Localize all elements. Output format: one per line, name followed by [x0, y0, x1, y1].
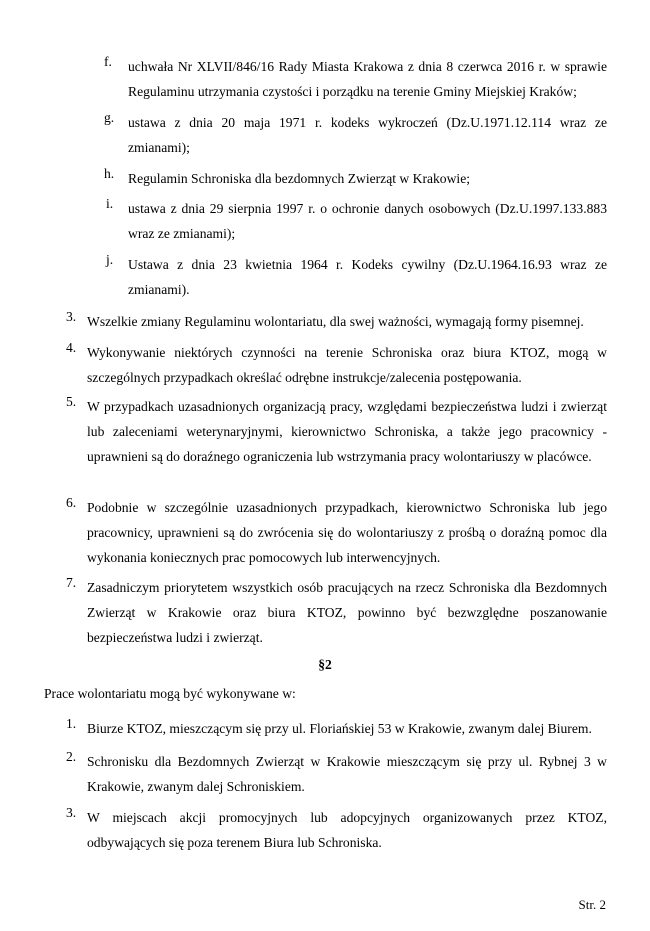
page-number: Str. 2: [578, 897, 606, 912]
sub-item-marker: g.: [104, 110, 115, 125]
sub-item-text: uchwała Nr XLVII/846/16 Rady Miasta Krakowa z dnia 8 czerwca 2016 r. w sprawie Regulaminu utrzymania czystości i porządku na terenie Gminy Miejskiej Kraków;: [128, 59, 607, 99]
list-item-text: Wszelkie zmiany Regulaminu wolontariatu, dla swej ważności, wymagają formy pisemnej.: [87, 314, 584, 329]
intro-text: Prace wolontariatu mogą być wykonywane w:: [44, 686, 296, 701]
place-item-marker: 1.: [66, 716, 77, 731]
place-item-marker: 2.: [66, 749, 77, 764]
place-item-text: Schronisku dla Bezdomnych Zwierząt w Krakowie mieszczącym się przy ul. Rybnej 3 w Krakowie, zwanym dalej Schroniskiem.: [87, 754, 607, 794]
sub-item-text: ustawa z dnia 29 sierpnia 1997 r. o ochronie danych osobowych (Dz.U.1997.133.883 wraz ze zmianami);: [128, 201, 607, 241]
list-item-text: Wykonywanie niektórych czynności na terenie Schroniska oraz biura KTOZ, mogą w szczególnych przypadkach określać odrębne instrukcje/zalecenia postępowania.: [87, 345, 607, 385]
sub-item-text: ustawa z dnia 20 maja 1971 r. kodeks wykroczeń (Dz.U.1971.12.114 wraz ze zmianami);: [128, 115, 607, 155]
list-item-text: W przypadkach uzasadnionych organizacją pracy, względami bezpieczeństwa ludzi i zwierząt lub zaleceniami weterynaryjnymi, kierownictwo Schroniska, a także jego pracownicy - uprawnieni są do doraźnego ograniczenia lub wstrzymania pracy wolontariuszy w placówce.: [87, 399, 607, 464]
list-item-marker: 7.: [66, 575, 77, 590]
sub-item-marker: h.: [104, 166, 115, 181]
place-item-marker: 3.: [66, 805, 77, 820]
list-item-marker: 4.: [66, 340, 77, 355]
place-item-text: W miejscach akcji promocyjnych lub adopcyjnych organizowanych przez KTOZ, odbywających się poza terenem Biura lub Schroniska.: [87, 810, 607, 850]
list-item-text: Podobnie w szczególnie uzasadnionych przypadkach, kierownictwo Schroniska lub jego pracownicy, uprawnieni są do zwrócenia się do wolontariuszy z prośbą o doraźną pomoc dla wykonania koniecznych prac pomocowych lub interwencyjnych.: [87, 500, 607, 565]
section-heading: §2: [318, 657, 332, 672]
list-item-marker: 6.: [66, 495, 77, 510]
sub-item-marker: i.: [106, 196, 114, 211]
sub-item-text: Regulamin Schroniska dla bezdomnych Zwierząt w Krakowie;: [128, 171, 471, 186]
list-item-marker: 3.: [66, 309, 77, 324]
sub-item-marker: f.: [104, 54, 112, 69]
sub-item-marker: j.: [106, 252, 114, 267]
list-item-text: Zasadniczym priorytetem wszystkich osób pracujących na rzecz Schroniska dla Bezdomnych Zwierząt w Krakowie oraz biura KTOZ, powinno być bezwzględne poszanowanie bezpieczeństwa ludzi i zwierząt.: [87, 580, 607, 645]
list-item-marker: 5.: [66, 394, 77, 409]
place-item-text: Biurze KTOZ, mieszczącym się przy ul. Floriańskiej 53 w Krakowie, zwanym dalej Biurem.: [87, 721, 592, 736]
sub-item-text: Ustawa z dnia 23 kwietnia 1964 r. Kodeks cywilny (Dz.U.1964.16.93 wraz ze zmianami).: [128, 257, 607, 297]
